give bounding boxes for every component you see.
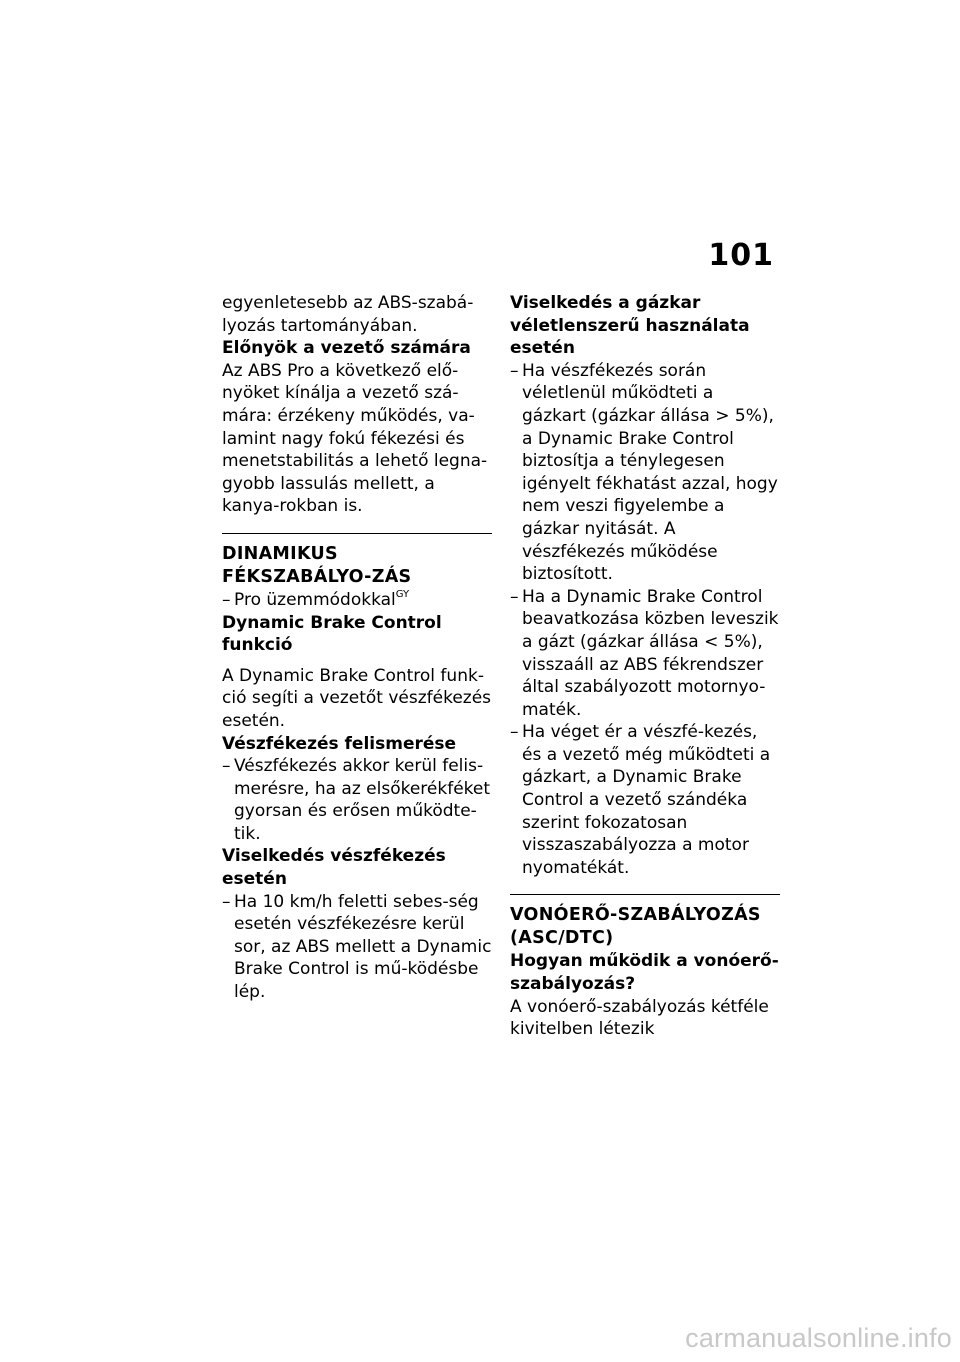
dash-bullet: – — [222, 589, 231, 610]
dash-bullet: – — [510, 722, 519, 743]
dbc-paragraph: A Dynamic Brake Control funk-ció segíti a vezetőt vészfékezés esetén. — [222, 665, 492, 731]
list-item — [510, 721, 780, 879]
intro-paragraph: egyenletesebb az ABS-szabá-lyozás tartományában. — [222, 293, 474, 336]
detection-list — [222, 755, 492, 845]
section-heading-dynamic-brake: DINAMIKUS FÉKSZABÁLYO-ZÁS — [222, 533, 492, 589]
dash-bullet: – — [510, 360, 519, 381]
section-heading-traction-control: VONÓERŐ-SZABÁLYOZÁS (ASC/DTC) — [510, 894, 780, 950]
left-column — [222, 292, 492, 1004]
dbc-heading: Dynamic Brake Control funkció — [222, 612, 442, 656]
throttle-list — [510, 360, 780, 880]
behavior-heading: Viselkedés vészfékezés esetén — [222, 846, 446, 890]
list-item — [222, 755, 492, 845]
dash-bullet: – — [510, 586, 519, 607]
benefits-heading: Előnyök a vezető számára — [222, 338, 471, 359]
mode-text: Pro üzemmódokkal — [234, 589, 396, 610]
footer-watermark: carmanualsonline.info — [685, 1323, 952, 1353]
right-column — [510, 292, 780, 1041]
behavior-item: Ha 10 km/h feletti sebes-ség esetén vészfékezésre kerül sor, az ABS mellett a Dynamic Brake Control is mű-ködésbe lép. — [234, 891, 492, 1003]
detection-heading: Vészfékezés felismerése — [222, 733, 457, 754]
throttle-item: Ha vészfékezés során véletlenül működteti a gázkart (gázkar állása > 5%), a Dynamic Brake Control biztosítja a ténylegesen igényelt fékhatást azzal, hogy nem veszi figyelembe a gázkar nyitását. A vészfékezés működése biztosított. — [522, 360, 778, 585]
mode-list — [222, 589, 492, 612]
mode-superscript: GY — [395, 588, 410, 600]
throttle-heading: Viselkedés a gázkar véletlenszerű használata esetén — [510, 293, 750, 359]
dash-bullet: – — [222, 891, 231, 912]
list-item — [222, 589, 492, 612]
dash-bullet: – — [222, 756, 231, 777]
throttle-item: Ha véget ér a vészfé-kezés, és a vezető még működteti a gázkart, a Dynamic Brake Control a vezető szándéka szerint fokozatosan visszaszabályozza a motor nyomatékát. — [522, 722, 771, 878]
benefits-paragraph: Az ABS Pro a következő elő-nyöket kínálja a vezető szá-mára: érzékeny működés, va-lamint nagy fokú fékezési és menetstabilitás a lehető legna-gyobb lassulás mellett, a kanya-rokban is. — [222, 360, 488, 517]
how-heading: Hogyan működik a vonóerő-szabályozás? — [510, 951, 779, 995]
list-item — [510, 360, 780, 586]
behavior-list — [222, 891, 492, 1004]
list-item — [222, 891, 492, 1004]
throttle-item: Ha a Dynamic Brake Control beavatkozása közben leveszik a gázt (gázkar állása < 5%), visszaáll az ABS fékrendszer által szabályozott motornyo-maték. — [522, 586, 779, 720]
list-item — [510, 586, 780, 722]
page-number: 101 — [708, 238, 774, 273]
detection-item: Vészfékezés akkor kerül felis-merésre, ha az elsőkerékféket gyorsan és erősen működte-tik. — [234, 756, 491, 844]
how-paragraph: A vonóerő-szabályozás kétféle kivitelben létezik — [510, 996, 769, 1040]
